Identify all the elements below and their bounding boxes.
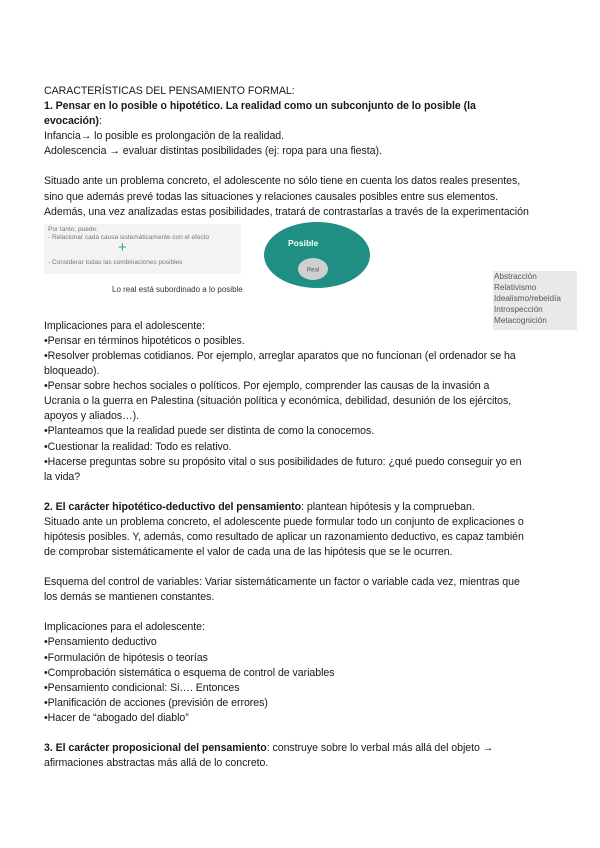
figure-caption: Lo real está subordinado a lo posible <box>112 284 243 294</box>
trait-item: Metacognición <box>494 315 547 325</box>
slide-thumbnail <box>44 224 241 274</box>
list-item: •Planificación de acciones (previsión de errores) <box>44 696 268 709</box>
list-item: •Cuestionar la realidad: Todo es relativo. <box>44 440 232 453</box>
section-1-heading-cont: evocación): <box>44 115 102 128</box>
paragraph-line: afirmaciones abstractas más allá de lo concreto. <box>44 757 269 770</box>
list-item: •Comprobación sistemática o esquema de control de variables <box>44 666 335 679</box>
list-item: •Resolver problemas cotidianos. Por ejemplo, arreglar aparatos que no funcionan (el ordenador se ha <box>44 349 516 362</box>
list-item: •Hacerse preguntas sobre su propósito vital o sus posibilidades de futuro: ¿qué puedo conseguir yo en <box>44 455 522 468</box>
list-item: •Pensar sobre hechos sociales o políticos. Por ejemplo, comprender las causas de la invasión a <box>44 380 490 393</box>
trait-item: Abstracción <box>494 271 537 281</box>
list-item-cont: Ucrania o la guerra en Palestina (situación política y económica, debilidad, desunión de los ejércitos, <box>44 395 512 408</box>
infancia-line: Infancia→ lo posible es prolongación de la realidad. <box>44 130 285 143</box>
list-item: •Pensamiento deductivo <box>44 636 157 649</box>
document-title: CARACTERÍSTICAS DEL PENSAMIENTO FORMAL: <box>44 85 295 97</box>
trait-item: Relativismo <box>494 282 537 292</box>
paragraph-line: Situado ante un problema concreto, el adolescente no sólo tiene en cuenta los datos reales presentes, <box>44 175 521 188</box>
list-item-cont: apoyos y aliados…). <box>44 410 140 423</box>
section-3-heading: 3. El carácter proposicional del pensamiento: construye sobre lo verbal más allá del objeto → <box>44 742 494 754</box>
slide-text: Por tanto, puede: <box>48 225 98 233</box>
paragraph-line: Además, una vez analizadas estas posibilidades, tratará de contrastarlas a través de la experimentación <box>44 205 529 218</box>
paragraph-line: sino que además prevé todas las situaciones y relaciones causales posibles entre sus elementos. <box>44 190 498 203</box>
list-item-cont: la vida? <box>44 470 81 483</box>
possible-real-diagram <box>264 222 370 288</box>
implications-title: Implicaciones para el adolescente: <box>44 319 205 332</box>
paragraph-line: los demás se mantienen constantes. <box>44 591 215 604</box>
list-item: •Pensar en términos hipotéticos o posibles. <box>44 334 245 347</box>
plus-icon: + <box>118 238 127 256</box>
paragraph-line: Esquema del control de variables: Variar sistemáticamente un factor o variable cada vez, mientras que <box>44 576 520 589</box>
paragraph-line: hipótesis posibles. Y, además, como resultado de aplicar un razonamiento deductivo, es capaz también <box>44 530 524 543</box>
paragraph-line: de comprobar sistemáticamente el valor de cada una de las hipótesis que se le ocurren. <box>44 546 453 559</box>
section-1-heading: 1. Pensar en lo posible o hipotético. La realidad como un subconjunto de lo posible (la <box>44 100 476 113</box>
document-page <box>44 84 561 771</box>
possible-label: Posible <box>288 237 319 248</box>
real-label: Real <box>306 267 320 274</box>
implications-title: Implicaciones para el adolescente: <box>44 621 205 634</box>
slide-text: - Relacionar cada causa sistemáticamente con el efecto <box>48 233 210 241</box>
traits-sidebar <box>493 271 577 330</box>
trait-item: Idealismo/rebeldía <box>494 293 561 303</box>
list-item: •Hacer de “abogado del diablo” <box>44 711 189 724</box>
list-item-cont: bloqueado). <box>44 365 100 378</box>
figure-strip <box>44 222 561 325</box>
adolescencia-line: Adolescencia → evaluar distintas posibilidades (ej: ropa para una fiesta). <box>44 145 382 158</box>
list-item: •Planteamos que la realidad puede ser distinta de como la conocemos. <box>44 425 375 438</box>
list-item: •Formulación de hipótesis o teorías <box>44 651 208 664</box>
trait-item: Introspección <box>494 304 543 314</box>
section-2-heading: 2. El carácter hipotético-deductivo del pensamiento: plantean hipótesis y la comprueban. <box>44 500 475 513</box>
slide-text: - Considerar todas las combinaciones posibles <box>48 258 183 266</box>
list-item: •Pensamiento condicional: Si…. Entonces <box>44 681 240 694</box>
paragraph-line: Situado ante un problema concreto, el adolescente puede formular todo un conjunto de explicaciones o <box>44 515 524 528</box>
